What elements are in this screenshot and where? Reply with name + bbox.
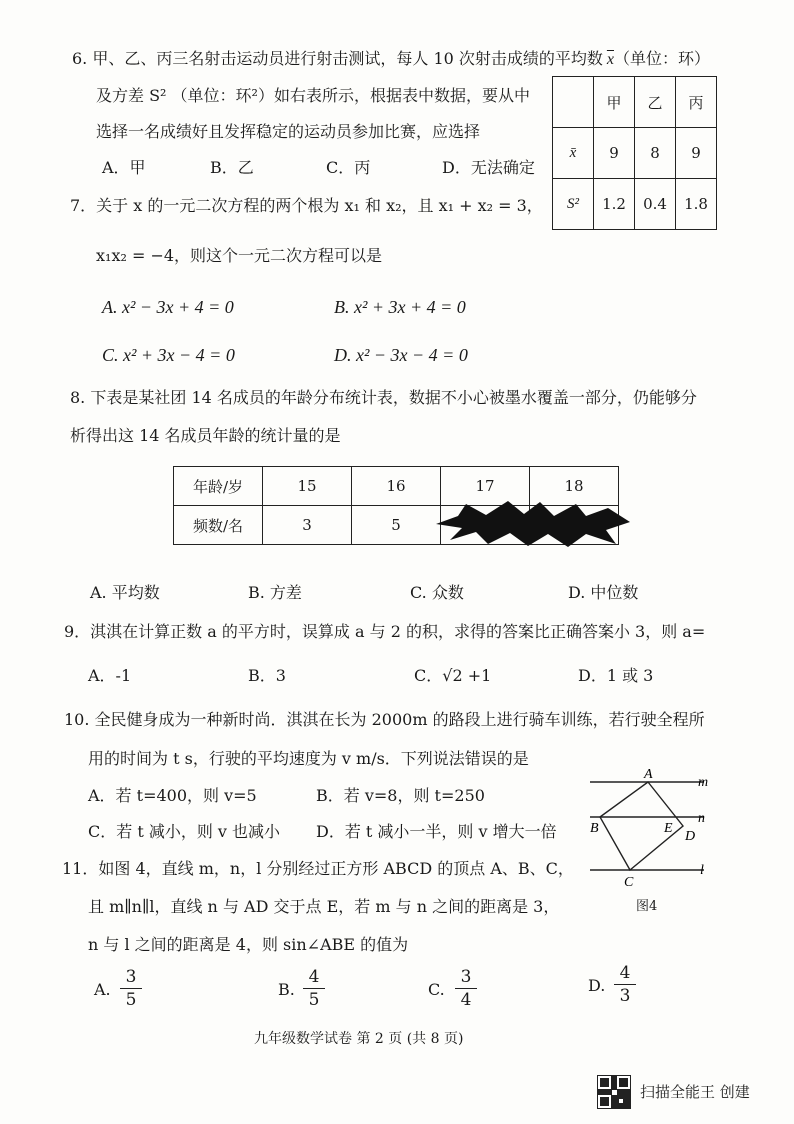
page-footer: 九年级数学试卷 第 2 页 (共 8 页) [254,1031,464,1047]
q6-unit: （单位：环） [614,49,711,68]
q10-option-b: B．若 v=8，则 t=250 [316,786,485,805]
q6-line1 [72,51,710,68]
q10-line1: 10. 全民健身成为一种新时尚．淇淇在长为 2000m 的路段上进行骑车训练，若行驶全程所 [64,710,705,729]
q6-line2: 及方差 S² （单位：环²）如右表所示，根据表中数据，要从中 [96,86,530,105]
q6-table-cell: 1.8 [676,179,717,230]
fraction-denominator: 4 [460,990,472,1010]
q6-score-table [552,76,717,230]
label-c: C [624,875,634,890]
q8-table-cell: 18 [530,467,619,506]
q10-option-d: D．若 t 减小一半，则 v 增大一倍 [316,822,557,841]
q7-line1: 7．关于 x 的一元二次方程的两个根为 x₁ 和 x₂，且 x₁ + x₂ = 3， [70,196,543,215]
q11-option-c-letter: C. [428,980,445,999]
figure-4-caption: 图4 [636,899,658,914]
fraction-numerator: 3 [125,967,137,987]
q11-option-a-fraction [120,967,142,1010]
figure-4-geometry [584,760,724,920]
q9-line1: 9．淇淇在计算正数 a 的平方时，误算成 a 与 2 的积，求得的答案比正确答案小 3，则 a= [64,622,706,641]
q9-option-c: C．√2 +1 [414,666,492,685]
q6-table-cell: 9 [676,128,717,179]
q11-line1: 11．如图 4，直线 m，n，l 分别经过正方形 ABCD 的顶点 A、B、C， [62,859,574,878]
fraction-denominator: 5 [125,990,137,1010]
q11-option-b-fraction [303,967,325,1010]
q6-table-corner [553,77,594,128]
q11-option-d-fraction [614,963,636,1006]
q7-line2: x₁x₂ = −4，则这个一元二次方程可以是 [96,246,383,265]
q9-option-d: D．1 或 3 [578,666,654,685]
q6-option-b: B．乙 [210,158,254,177]
q6-line1-text: 6. 甲、乙、丙三名射击运动员进行射击测试，每人 10 次射击成绩的平均数 [72,49,603,68]
q8-option-d: D. 中位数 [568,583,639,602]
label-a: A [644,767,653,782]
q9-option-b: B．3 [248,666,286,685]
q10-line2: 用的时间为 t s，行驶的平均速度为 v m/s．下列说法错误的是 [88,749,529,768]
q10-option-c: C．若 t 减小，则 v 也减小 [88,822,281,841]
q8-option-b: B. 方差 [248,583,302,602]
q6-table-cell: x̄ [553,128,594,179]
q6-option-d: D．无法确定 [442,158,535,177]
label-e: E [664,821,673,836]
q8-table-cell: 5 [352,506,441,545]
fraction-numerator: 4 [619,963,631,983]
scanner-watermark: 扫描全能王 创建 [640,1083,750,1101]
q8-option-c: C. 众数 [410,583,464,602]
label-d: D [685,829,696,844]
q9-option-a: A．-1 [88,666,132,685]
q7-option-d: D. x² − 3x − 4 = 0 [334,345,468,365]
q8-table-cell: 16 [352,467,441,506]
q11-option-d-letter: D. [588,976,606,995]
label-l: l [700,863,704,878]
q6-table-cell: 1.2 [594,179,635,230]
q8-table-cell: 3 [263,506,352,545]
qr-code-icon [597,1075,631,1109]
label-m: m [698,775,709,790]
ink-blot-icon [436,500,630,548]
q6-table-header: 乙 [635,77,676,128]
label-n: n [698,811,705,826]
q6-table-cell: 8 [635,128,676,179]
q8-line2: 析得出这 14 名成员年龄的统计量的是 [70,426,341,445]
q8-line1: 8. 下表是某社团 14 名成员的年龄分布统计表，数据不小心被墨水覆盖一部分，仍能够分 [70,388,697,407]
q11-line2: 且 m∥n∥l，直线 n 与 AD 交于点 E，若 m 与 n 之间的距离是 3， [88,897,560,916]
fraction-denominator: 5 [308,990,320,1010]
q6-xbar: $\overline{x}$ [606,51,614,68]
q11-option-c-fraction [455,967,477,1010]
q6-table-cell: 9 [594,128,635,179]
q7-option-b: B. x² + 3x + 4 = 0 [334,297,466,317]
label-b: B [590,821,599,836]
q11-option-b-letter: B. [278,980,295,999]
q7-option-a: A. x² − 3x + 4 = 0 [102,297,234,317]
fraction-numerator: 4 [308,967,320,987]
q11-line3: n 与 l 之间的距离是 4，则 sin∠ABE 的值为 [88,935,409,954]
q8-table-header: 年龄/岁 [174,467,263,506]
fraction-numerator: 3 [460,967,472,987]
q6-table-cell: 0.4 [635,179,676,230]
q8-table-cell: 15 [263,467,352,506]
q8-table-cell: 17 [441,467,530,506]
fraction-denominator: 3 [619,986,631,1006]
q6-table-cell: S² [553,179,594,230]
q7-option-c: C. x² + 3x − 4 = 0 [102,345,235,365]
q6-option-a: A．甲 [102,158,146,177]
q6-option-c: C．丙 [326,158,371,177]
q8-table-header: 频数/名 [174,506,263,545]
q8-option-a: A. 平均数 [90,583,160,602]
q6-table-header: 丙 [676,77,717,128]
q11-option-a-letter: A. [94,980,111,999]
q6-line3: 选择一名成绩好且发挥稳定的运动员参加比赛，应选择 [96,122,481,141]
q6-table-header: 甲 [594,77,635,128]
q10-option-a: A．若 t=400，则 v=5 [88,786,257,805]
